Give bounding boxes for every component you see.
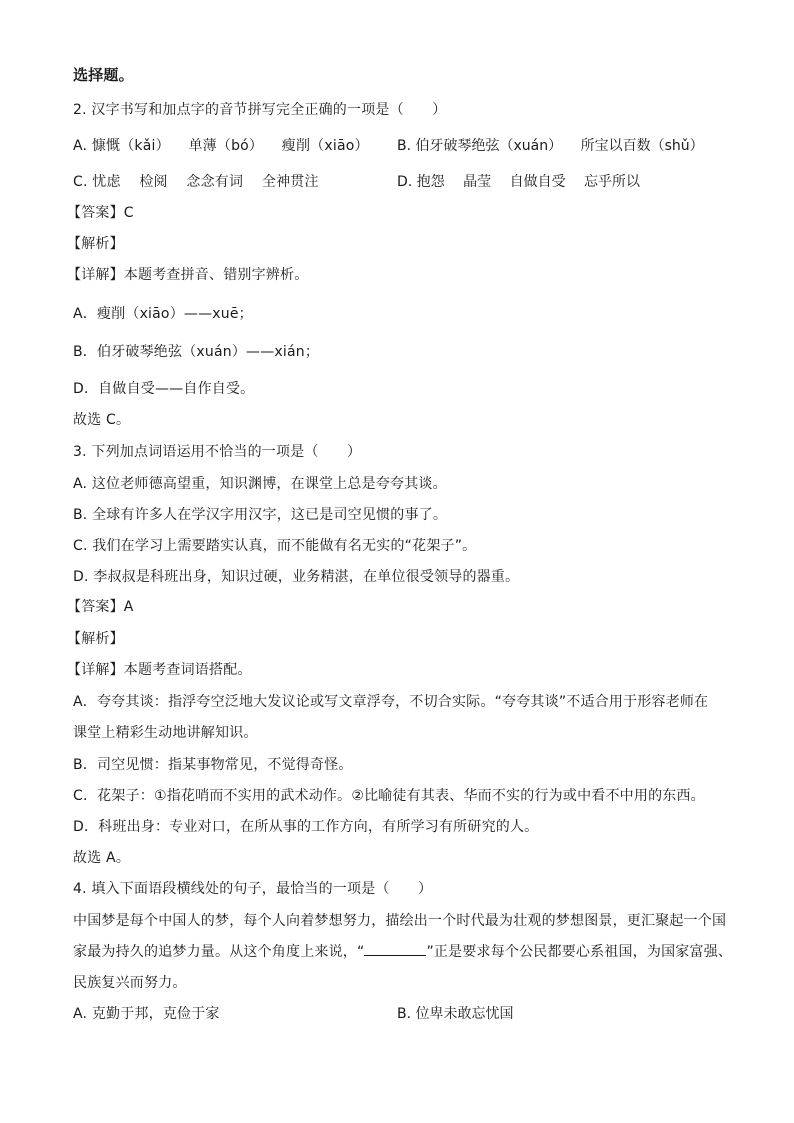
q2-conclusion: 故选 C。 bbox=[73, 412, 131, 428]
q3-option-a: A. 这位老师德高望重，知识渊博，在课堂上总是夸夸其谈。 bbox=[73, 476, 447, 492]
q2-note-d: D．自做自受——自作自受。 bbox=[73, 381, 255, 397]
q2-option-a-part1: A. 慷慨（kǎi） bbox=[73, 138, 170, 154]
q4-stem: 4. 填入下面语段横线处的句子，最恰当的一项是（ ） bbox=[73, 881, 433, 897]
q3-analysis-label: 【解析】 bbox=[67, 631, 124, 647]
q3-note-d: D．科班出身：专业对口，在所从事的工作方向，有所学习有所研究的人。 bbox=[73, 819, 539, 835]
q2-option-c-part4: 全神贯注 bbox=[261, 174, 319, 190]
q2-option-c-part2: 检阅 bbox=[139, 174, 168, 190]
q3-stem: 3. 下列加点词语运用不恰当的一项是（ ） bbox=[73, 444, 362, 460]
q2-option-d bbox=[397, 173, 640, 191]
q2-answer: 【答案】C bbox=[67, 205, 134, 221]
q4-option-b: B. 位卑未敢忘忧国 bbox=[397, 1006, 514, 1022]
q3-note-a-cont: 课堂上精彩生动地讲解知识。 bbox=[73, 725, 258, 741]
q4-option-a: A. 克勤于邦，克俭于家 bbox=[73, 1006, 220, 1022]
q2-option-d-part3: 自做自受 bbox=[509, 174, 566, 190]
q3-detail: 【详解】本题考查词语搭配。 bbox=[67, 662, 252, 678]
q3-option-d: D. 李叔叔是科班出身，知识过硬，业务精湛，在单位很受领导的器重。 bbox=[73, 569, 520, 585]
q2-option-b-part2: 所宝以百数（shǔ） bbox=[580, 138, 704, 154]
q2-option-d-part2: 晶莹 bbox=[463, 174, 492, 190]
fill-blank bbox=[364, 943, 426, 956]
q2-note-b: B．伯牙破琴绝弦（xuán）——xián； bbox=[73, 344, 320, 360]
q4-passage-line2 bbox=[73, 943, 732, 961]
q3-conclusion: 故选 A。 bbox=[73, 850, 131, 866]
q2-option-c-part1: C. 忧虑 bbox=[73, 174, 121, 190]
q2-option-d-part1: D. 抱怨 bbox=[397, 174, 445, 190]
q2-option-a-part3: 瘦削（xiāo） bbox=[281, 138, 369, 154]
q2-note-a: A．瘦削（xiāo）——xuē； bbox=[73, 306, 253, 322]
q2-option-a bbox=[73, 137, 369, 155]
q4-passage-line2-a: 家最为持久的追梦力量。从这个角度上来说，“ bbox=[73, 944, 365, 960]
q4-passage-line3: 民族复兴而努力。 bbox=[73, 975, 187, 991]
q3-note-c: C．花架子：①指花哨而不实用的武术动作。②比喻徒有其表、华而不实的行为或中看不中用的东西。 bbox=[73, 788, 705, 804]
q2-option-c bbox=[73, 173, 319, 191]
q3-note-a: A．夸夸其谈：指浮夸空泛地大发议论或写文章浮夸，不切合实际。“夸夸其谈”不适合用于形容老师在 bbox=[73, 694, 709, 710]
q4-passage-line2-b: ”正是要求每个公民都要心系祖国，为国家富强、 bbox=[426, 944, 733, 960]
q3-note-b: B．司空见惯：指某事物常见，不觉得奇怪。 bbox=[73, 757, 353, 773]
q2-analysis-label: 【解析】 bbox=[67, 236, 124, 252]
q3-option-b: B. 全球有许多人在学汉字用汉字，这已是司空见惯的事了。 bbox=[73, 507, 448, 523]
q4-passage-line1: 中国梦是每个中国人的梦，每个人向着梦想努力，描绘出一个时代最为壮观的梦想图景，更汇聚起一个国 bbox=[73, 913, 727, 929]
q2-option-b bbox=[397, 137, 704, 155]
q2-option-a-part2: 单薄（bó） bbox=[188, 138, 264, 154]
q2-option-d-part4: 忘乎所以 bbox=[584, 174, 641, 190]
section-title: 选择题。 bbox=[73, 66, 134, 84]
q2-detail: 【详解】本题考查拼音、错别字辨析。 bbox=[67, 267, 309, 283]
q3-option-c: C. 我们在学习上需要踏实认真，而不能做有名无实的“花架子”。 bbox=[73, 538, 477, 554]
q2-option-c-part3: 念念有词 bbox=[186, 174, 244, 190]
q2-stem: 2. 汉字书写和加点字的音节拼写完全正确的一项是（ ） bbox=[73, 102, 447, 118]
q3-answer: 【答案】A bbox=[67, 599, 134, 615]
q2-option-b-part1: B. 伯牙破琴绝弦（xuán） bbox=[397, 138, 563, 154]
